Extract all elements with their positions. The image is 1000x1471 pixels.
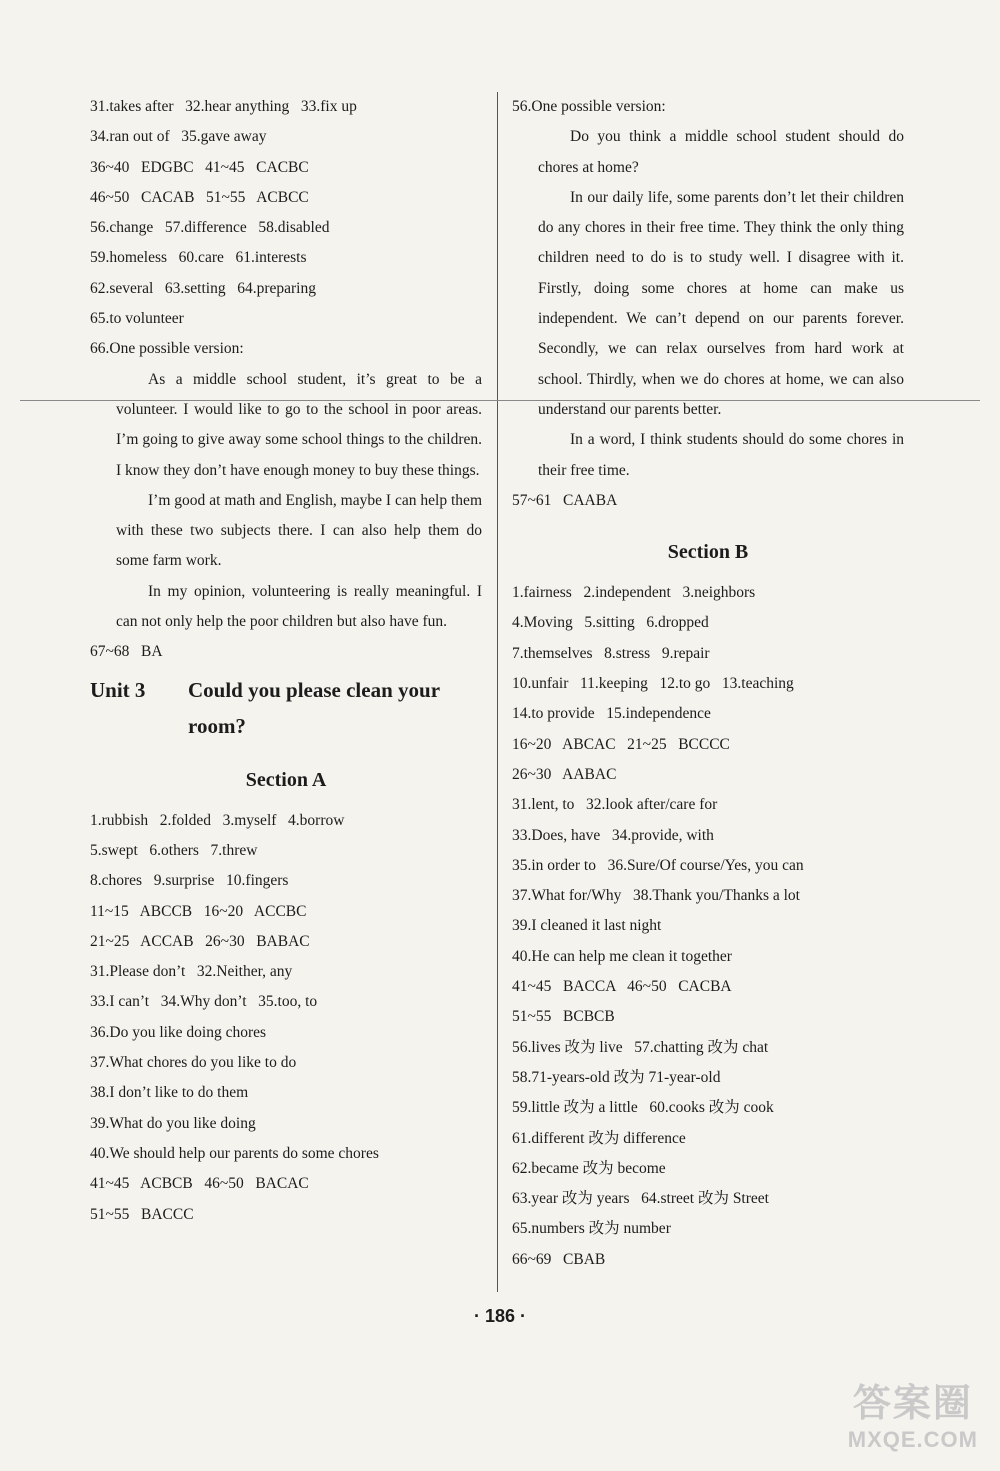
answer-line: 39.What do you like doing [90,1114,256,1132]
left-answers-top [90,92,482,365]
answer-line: 56.change 57.difference 58.disabled [90,219,330,237]
answer-line: 31.takes after 32.hear anything 33.fix up [90,98,357,115]
answer-line: 57~61 CAABA [512,491,618,509]
unit-number: Unit 3 [90,677,146,702]
answer-line: 40.He can help me clean it together [512,947,732,965]
essay-paragraph: I’m good at math and English, maybe I can help them with these two subjects there. I can also help them do some farm work. [116,491,482,570]
answer-line: 41~45 ACBCB 46~50 BACAC [90,1175,309,1193]
answer-line: 1.rubbish 2.folded 3.myself 4.borrow [90,811,345,829]
right-essay [512,122,904,486]
answer-line: 14.to provide 15.independence [512,705,711,723]
unit-heading [90,672,482,744]
watermark-url: MXQE.COM [847,1427,978,1452]
answer-line: 31.lent, to 32.look after/care for [512,796,718,814]
answer-line: 58.71-years-old 改为 71-year-old [512,1068,721,1086]
answer-line: 40.We should help our parents do some chores [90,1144,379,1162]
answer-line: 37.What chores do you like to do [90,1054,297,1072]
answer-line: 59.little 改为 a little 60.cooks 改为 cook [512,1099,774,1117]
left-answers-bottom [90,806,482,1230]
section-a-heading: Section A [245,768,327,791]
answer-line: 10.unfair 11.keeping 12.to go 13.teaching [512,675,794,693]
answer-line: 26~30 AABAC [512,765,617,783]
answer-line: 31.Please don’t 32.Neither, any [90,963,293,981]
answer-line: 36~40 EDGBC 41~45 CACBC [90,158,309,176]
answer-line: 5.swept 6.others 7.threw [90,841,258,859]
left-column [90,92,482,1230]
answer-line: 7.themselves 8.stress 9.repair [512,644,710,662]
answer-line: 1.fairness 2.independent 3.neighbors [512,584,756,602]
answer-line: 11~15 ABCCB 16~20 ACCBC [90,902,307,920]
answer-line: 56.One possible version: [512,98,666,115]
essay-paragraph: In our daily life, some parents don’t let their children do any chores in their free time. They think the only thing children need to do is to study well. I disagree with it. Firstly, doing some chores at home can make us independent. We can’t depend on our parents forever. Secondly, we can relax ourselves from hard work at school. Thirdly, when we do chores at home, we can also understand our parents better. [538,188,904,418]
essay-paragraph: Do you think a middle school student should do chores at home? [538,128,904,176]
answer-line: 33.I can’t 34.Why don’t 35.too, to [90,993,318,1011]
column-divider [497,92,498,1292]
watermark-text: 答案圈 [852,1383,973,1425]
answer-line: 66.One possible version: [90,340,244,358]
answer-line: 63.year 改为 years 64.street 改为 Street [512,1190,769,1208]
right-answers [512,578,904,1275]
answer-line: 39.I cleaned it last night [512,917,662,935]
watermark-logo [848,1372,978,1453]
answer-line: 62.became 改为 become [512,1159,666,1177]
essay-paragraph: In my opinion, volunteering is really meaningful. I can not only help the poor children but also have fun. [116,582,482,631]
answer-line: 59.homeless 60.care 61.interests [90,249,307,267]
answer-line: 65.to volunteer [90,310,184,328]
answer-line: 41~45 BACCA 46~50 CACBA [512,978,732,996]
answer-line: 62.several 63.setting 64.preparing [90,279,316,297]
answer-line: 35.in order to 36.Sure/Of course/Yes, you can [512,856,804,874]
page-number: · 186 · [473,1306,527,1326]
answer-line: 66~69 CBAB [512,1250,606,1268]
answer-line: 38.I don’t like to do them [90,1084,249,1102]
right-column [512,92,904,1275]
answer-line: 4.Moving 5.sitting 6.dropped [512,614,709,632]
answer-line: 36.Do you like doing chores [90,1023,267,1041]
essay-paragraph: In a word, I think students should do some chores in their free time. [538,431,904,479]
answer-line: 56.lives 改为 live 57.chatting 改为 chat [512,1038,769,1056]
answer-line: 21~25 ACCAB 26~30 BABAC [90,932,310,950]
answer-line: 61.different 改为 difference [512,1129,686,1147]
answer-line: 51~55 BACCC [90,1205,194,1223]
section-b-heading: Section B [667,541,749,564]
answer-line: 8.chores 9.surprise 10.fingers [90,872,289,890]
answer-line: 16~20 ABCAC 21~25 BCCCC [512,735,730,753]
answer-line: 51~55 BCBCB [512,1008,615,1026]
answer-line: 46~50 CACAB 51~55 ACBCC [90,188,309,206]
answer-line: 37.What for/Why 38.Thank you/Thanks a lot [512,887,800,905]
answer-line: 67~68 BA [90,643,163,661]
answer-line: 65.numbers 改为 number [512,1220,671,1238]
unit-title: Could you please clean your room? [188,677,440,738]
essay-paragraph: As a middle school student, it’s great to be a volunteer. I would like to go to the school in poor areas. I’m going to give away some school things to the children. I know they don’t have enough money to buy these things. [116,370,482,479]
answer-line: 34.ran out of 35.gave away [90,128,267,146]
left-essay [90,365,482,638]
answer-line: 33.Does, have 34.provide, with [512,826,714,844]
